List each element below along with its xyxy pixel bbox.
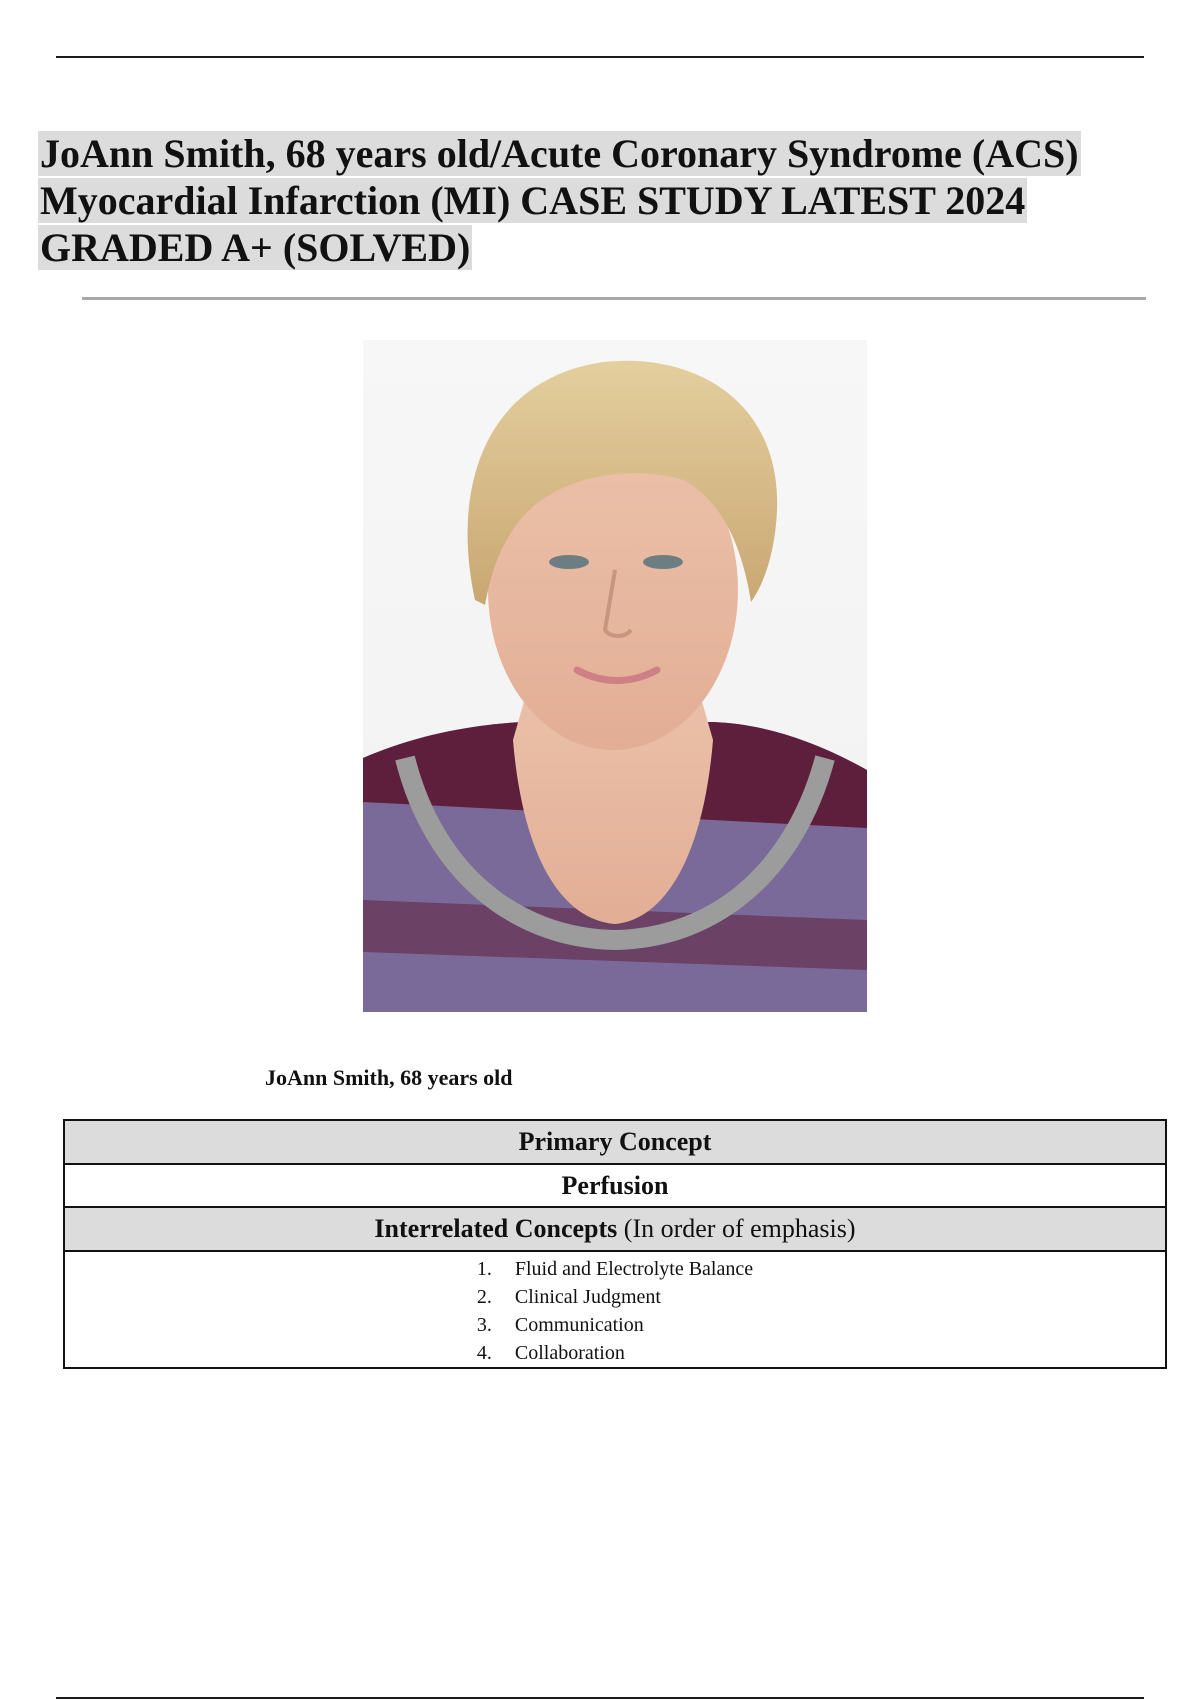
list-item-number: 4. <box>476 1342 492 1364</box>
list-item-label: Fluid and Electrolyte Balance <box>514 1258 754 1280</box>
interrelated-concepts-list-row <box>64 1251 1166 1368</box>
primary-concept-value-row <box>64 1164 1166 1207</box>
interrelated-concepts-cell <box>64 1251 1166 1368</box>
primary-concept-value: Perfusion <box>64 1164 1166 1207</box>
photo-caption: JoAnn Smith, 68 years old <box>265 1065 513 1090</box>
list-item-number: 1. <box>476 1258 492 1280</box>
title-line-1: JoAnn Smith, 68 years old/Acute Coronary Syndrome (ACS) <box>40 131 1079 176</box>
list-item <box>477 1339 753 1367</box>
left-eye <box>549 555 589 569</box>
top-rule <box>56 56 1144 58</box>
patient-photo <box>363 340 867 1012</box>
list-item-number: 3. <box>476 1314 492 1336</box>
concept-table <box>63 1119 1167 1369</box>
title-line-3: GRADED A+ (SOLVED) <box>40 225 471 270</box>
interrelated-concepts-header-row <box>64 1207 1166 1251</box>
list-item-label: Collaboration <box>514 1342 625 1364</box>
interrelated-concepts-list <box>477 1255 753 1367</box>
primary-concept-header-row <box>64 1120 1166 1164</box>
page-title <box>38 130 1158 271</box>
interrelated-concepts-header <box>64 1207 1166 1251</box>
title-underline <box>82 297 1146 300</box>
list-item-number: 2. <box>476 1286 492 1308</box>
list-item-label: Clinical Judgment <box>514 1286 661 1308</box>
primary-concept-header: Primary Concept <box>64 1120 1166 1164</box>
patient-portrait-illustration <box>363 340 867 1012</box>
list-item <box>477 1283 753 1311</box>
interrelated-concepts-title: Interrelated Concepts <box>374 1214 618 1243</box>
list-item-label: Communication <box>514 1314 644 1336</box>
list-item <box>477 1255 753 1283</box>
bottom-rule <box>56 1697 1144 1699</box>
interrelated-concepts-note: (In order of emphasis) <box>623 1214 856 1243</box>
title-line-2: Myocardial Infarction (MI) CASE STUDY LATEST 2024 <box>40 178 1026 223</box>
list-item <box>477 1311 753 1339</box>
right-eye <box>643 555 683 569</box>
